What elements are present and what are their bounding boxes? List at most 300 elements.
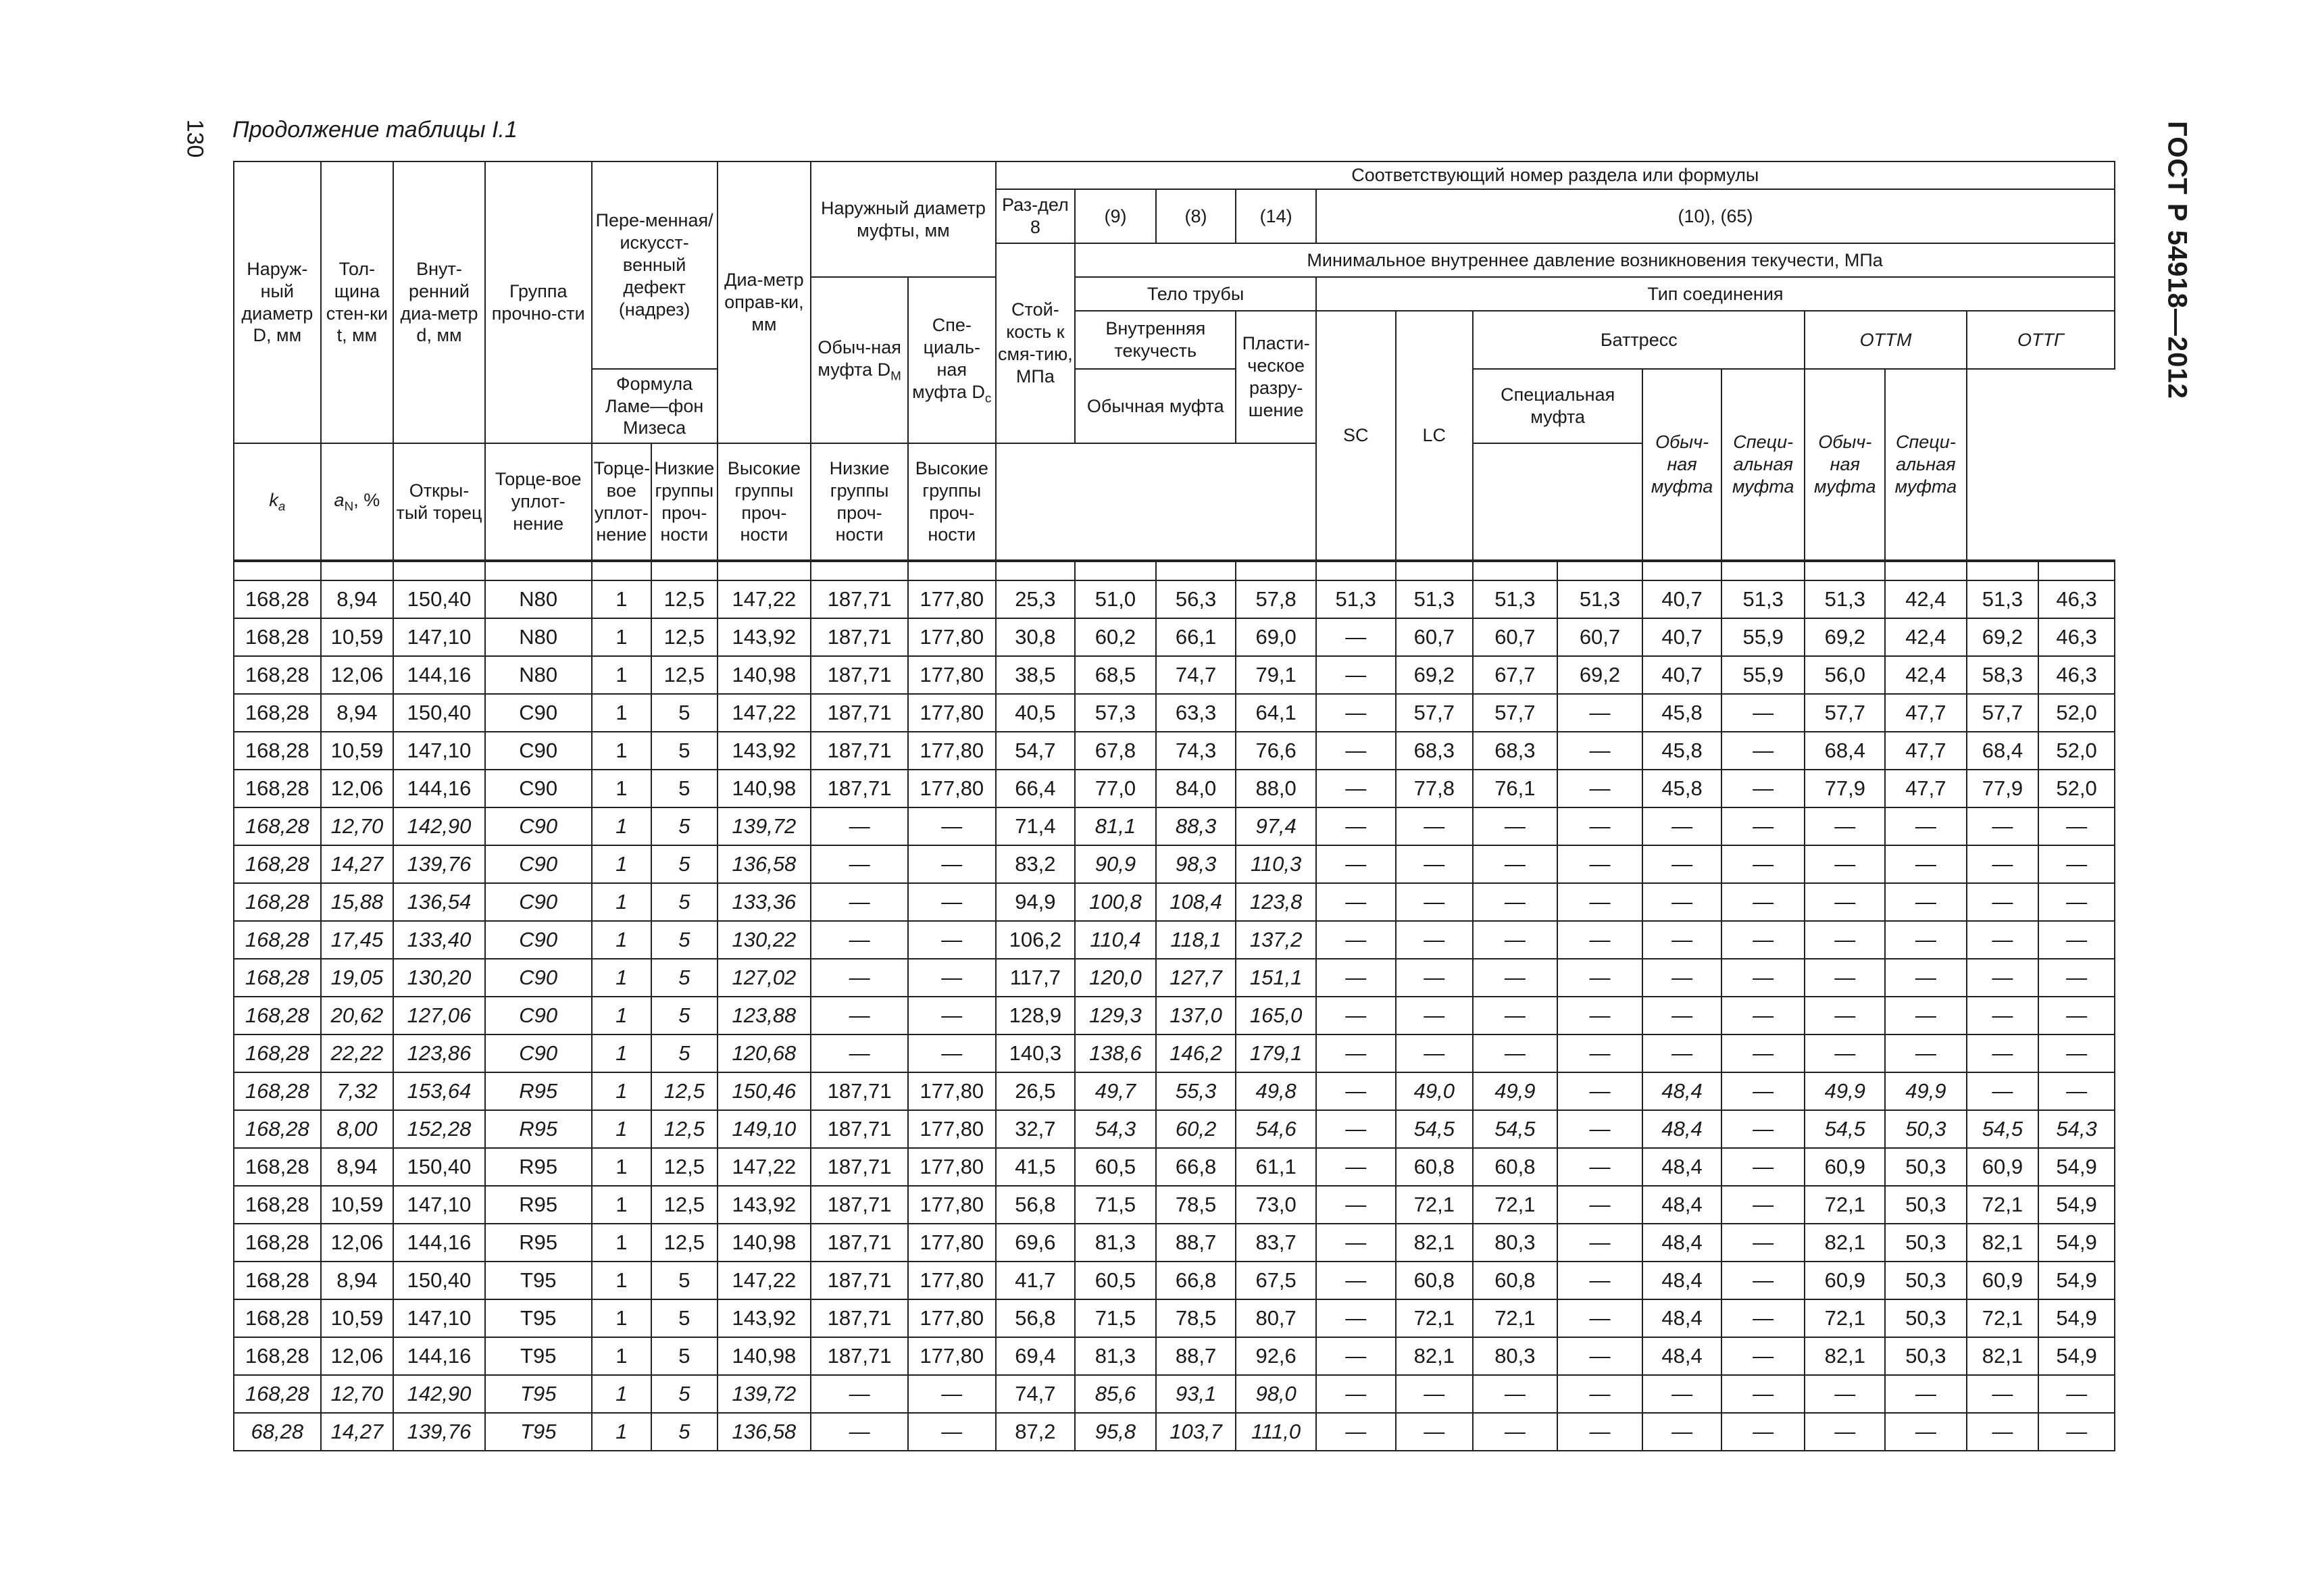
table-cell: 41,7 bbox=[996, 1262, 1076, 1299]
table-cell: 103,7 bbox=[1156, 1413, 1236, 1451]
table-cell: 147,10 bbox=[393, 1186, 485, 1224]
table-cell: 54,9 bbox=[2038, 1148, 2115, 1186]
table-cell: 12,06 bbox=[321, 1337, 394, 1375]
table-cell: 45,8 bbox=[1642, 732, 1721, 770]
header-ottm-special: Специ-альная муфта bbox=[1721, 369, 1805, 561]
table-cell: 133,36 bbox=[718, 883, 811, 921]
table-cell: 177,80 bbox=[908, 656, 996, 694]
table-cell: — bbox=[2038, 997, 2115, 1034]
header-formula-8: (8) bbox=[1156, 189, 1236, 243]
table-cell: 168,28 bbox=[234, 732, 321, 770]
table-cell: 95,8 bbox=[1075, 1413, 1156, 1451]
table-cell: 5 bbox=[651, 770, 718, 807]
table-cell: — bbox=[1967, 921, 2039, 959]
table-cell: — bbox=[1721, 1413, 1805, 1451]
table-cell: 137,2 bbox=[1236, 921, 1316, 959]
table-cell: 168,28 bbox=[234, 921, 321, 959]
table-cell: 50,3 bbox=[1885, 1262, 1967, 1299]
table-cell: 69,2 bbox=[1805, 618, 1885, 656]
table-cell: 94,9 bbox=[996, 883, 1076, 921]
table-cell: 51,3 bbox=[1805, 580, 1885, 618]
table-cell: 51,3 bbox=[1967, 580, 2039, 618]
table-cell: — bbox=[1316, 1224, 1396, 1262]
table-cell: 1 bbox=[592, 580, 651, 618]
table-cell: 147,22 bbox=[718, 580, 811, 618]
header-buttress-regular: Обычная муфта bbox=[1075, 369, 1236, 443]
table-cell: 72,1 bbox=[1805, 1186, 1885, 1224]
table-cell: 66,4 bbox=[996, 770, 1076, 807]
table-cell: 66,1 bbox=[1156, 618, 1236, 656]
table-cell: — bbox=[1316, 1262, 1396, 1299]
table-cell: 187,71 bbox=[811, 732, 908, 770]
table-cell: 47,7 bbox=[1885, 732, 1967, 770]
table-cell: 177,80 bbox=[908, 1299, 996, 1337]
table-cell: 1 bbox=[592, 1413, 651, 1451]
table-cell: — bbox=[1473, 921, 1557, 959]
table-cell: — bbox=[1557, 883, 1643, 921]
table-cell: — bbox=[1721, 1337, 1805, 1375]
table-cell: 5 bbox=[651, 959, 718, 997]
table-cell: — bbox=[1316, 997, 1396, 1034]
table-cell: 50,3 bbox=[1885, 1148, 1967, 1186]
table-cell: — bbox=[1642, 1413, 1721, 1451]
table-cell: — bbox=[1316, 1034, 1396, 1072]
table-cell: 12,5 bbox=[651, 656, 718, 694]
table-cell: — bbox=[908, 921, 996, 959]
table-cell: 1 bbox=[592, 807, 651, 845]
table-cell: 1 bbox=[592, 1262, 651, 1299]
table-cell: 81,3 bbox=[1075, 1224, 1156, 1262]
table-cell: — bbox=[908, 1375, 996, 1413]
table-cell: 76,1 bbox=[1473, 770, 1557, 807]
table-cell: — bbox=[1316, 921, 1396, 959]
table-cell: 147,22 bbox=[718, 1148, 811, 1186]
table-cell: — bbox=[1721, 1072, 1805, 1110]
table-cell: — bbox=[908, 807, 996, 845]
table-cell: 69,2 bbox=[1557, 656, 1643, 694]
table-cell: 82,1 bbox=[1396, 1337, 1474, 1375]
table-cell: — bbox=[1721, 1299, 1805, 1337]
table-cell: 60,9 bbox=[1967, 1148, 2039, 1186]
table-cell: 168,28 bbox=[234, 1148, 321, 1186]
table-cell: — bbox=[1642, 807, 1721, 845]
table-cell: 120,68 bbox=[718, 1034, 811, 1072]
table-cell: R95 bbox=[485, 1072, 592, 1110]
table-cell: — bbox=[1642, 921, 1721, 959]
table-cell: 136,54 bbox=[393, 883, 485, 921]
header-end-seal: Торце-вое уплот-нение bbox=[485, 443, 592, 561]
table-cell: — bbox=[2038, 845, 2115, 883]
table-cell: 54,6 bbox=[1236, 1110, 1316, 1148]
table-cell: 110,3 bbox=[1236, 845, 1316, 883]
table-cell: 88,7 bbox=[1156, 1224, 1236, 1262]
table-cell: 168,28 bbox=[234, 1110, 321, 1148]
table-cell: — bbox=[1885, 807, 1967, 845]
table-cell: 40,7 bbox=[1642, 618, 1721, 656]
table-cell: 10,59 bbox=[321, 1186, 394, 1224]
table-cell: 12,06 bbox=[321, 1224, 394, 1262]
table-cell: 8,94 bbox=[321, 580, 394, 618]
table-cell: 187,71 bbox=[811, 1299, 908, 1337]
table-cell: 98,0 bbox=[1236, 1375, 1316, 1413]
table-cell: 139,76 bbox=[393, 1413, 485, 1451]
table-cell: 72,1 bbox=[1805, 1299, 1885, 1337]
table-cell: 60,8 bbox=[1396, 1262, 1474, 1299]
table-cell: 10,59 bbox=[321, 1299, 394, 1337]
table-cell: 168,28 bbox=[234, 959, 321, 997]
table-cell: 47,7 bbox=[1885, 694, 1967, 732]
table-cell: 22,22 bbox=[321, 1034, 394, 1072]
table-cell: 168,28 bbox=[234, 997, 321, 1034]
table-cell: 54,9 bbox=[2038, 1262, 2115, 1299]
table-cell: 168,28 bbox=[234, 1224, 321, 1262]
table-cell: — bbox=[1721, 1110, 1805, 1148]
table-cell: 46,3 bbox=[2038, 656, 2115, 694]
table-cell: 60,8 bbox=[1473, 1148, 1557, 1186]
table-cell: 60,7 bbox=[1396, 618, 1474, 656]
table-cell: 42,4 bbox=[1885, 580, 1967, 618]
table-cell: — bbox=[908, 959, 996, 997]
table-cell: 60,2 bbox=[1075, 618, 1156, 656]
table-cell: 177,80 bbox=[908, 580, 996, 618]
table-cell: — bbox=[1805, 1034, 1885, 1072]
table-cell: 69,4 bbox=[996, 1337, 1076, 1375]
table-cell: — bbox=[1557, 1299, 1643, 1337]
table-cell: — bbox=[1642, 845, 1721, 883]
table-cell: — bbox=[1316, 883, 1396, 921]
table-row bbox=[234, 1299, 2115, 1337]
table-cell: — bbox=[1557, 694, 1643, 732]
table-cell: — bbox=[1885, 997, 1967, 1034]
header-special-coupling: Спе-циаль-ная муфта $D_с$ bbox=[908, 277, 996, 443]
header-plastic-end-seal: Торце-вое уплот-нение bbox=[592, 443, 651, 561]
table-cell: 72,1 bbox=[1396, 1186, 1474, 1224]
table-cell: — bbox=[1316, 618, 1396, 656]
table-cell: — bbox=[1885, 1034, 1967, 1072]
table-cell: 143,92 bbox=[718, 1186, 811, 1224]
table-cell: — bbox=[1316, 656, 1396, 694]
table-cell: — bbox=[1721, 921, 1805, 959]
table-cell: 187,71 bbox=[811, 1337, 908, 1375]
table-cell: 151,1 bbox=[1236, 959, 1316, 997]
table-cell: 168,28 bbox=[234, 1337, 321, 1375]
page-number: 130 bbox=[182, 119, 208, 158]
table-cell: — bbox=[1805, 807, 1885, 845]
table-cell: 128,9 bbox=[996, 997, 1076, 1034]
table-cell: 40,7 bbox=[1642, 580, 1721, 618]
table-cell: — bbox=[2038, 959, 2115, 997]
table-cell: — bbox=[1967, 1034, 2039, 1072]
header-defect: Пере-менная/ искусст-венный дефект (надрез) bbox=[592, 161, 718, 369]
table-cell: — bbox=[1396, 807, 1474, 845]
table-cell: 90,9 bbox=[1075, 845, 1156, 883]
table-cell: — bbox=[1396, 921, 1474, 959]
table-cell: 46,3 bbox=[2038, 580, 2115, 618]
table-cell: T95 bbox=[485, 1262, 592, 1299]
table-cell: 168,28 bbox=[234, 807, 321, 845]
table-cell: 150,40 bbox=[393, 580, 485, 618]
table-cell: — bbox=[811, 1034, 908, 1072]
table-cell: — bbox=[1805, 845, 1885, 883]
table-cell: 177,80 bbox=[908, 1186, 996, 1224]
table-cell: 144,16 bbox=[393, 656, 485, 694]
header-ottm-regular: Обыч-ная муфта bbox=[1642, 369, 1721, 561]
table-cell: — bbox=[1473, 1034, 1557, 1072]
table-row bbox=[234, 1034, 2115, 1072]
table-cell: 14,27 bbox=[321, 1413, 394, 1451]
table-cell: 47,7 bbox=[1885, 770, 1967, 807]
table-row bbox=[234, 1148, 2115, 1186]
table-row bbox=[234, 845, 2115, 883]
table-cell: 140,98 bbox=[718, 656, 811, 694]
header-section8: Раз-дел 8 bbox=[996, 189, 1076, 243]
header-buttress: Баттресс bbox=[1473, 311, 1805, 369]
table-cell: 187,71 bbox=[811, 1148, 908, 1186]
table-cell: 52,0 bbox=[2038, 732, 2115, 770]
table-cell: 69,0 bbox=[1236, 618, 1316, 656]
table-cell: 51,0 bbox=[1075, 580, 1156, 618]
table-cell: 5 bbox=[651, 732, 718, 770]
table-cell: 177,80 bbox=[908, 1224, 996, 1262]
table-cell: — bbox=[1642, 1375, 1721, 1413]
table-cell: 54,5 bbox=[1396, 1110, 1474, 1148]
table-row bbox=[234, 1186, 2115, 1224]
table-cell: 57,7 bbox=[1967, 694, 2039, 732]
table-cell: 57,8 bbox=[1236, 580, 1316, 618]
table-cell: 88,0 bbox=[1236, 770, 1316, 807]
table-cell: 118,1 bbox=[1156, 921, 1236, 959]
table-cell: 60,5 bbox=[1075, 1148, 1156, 1186]
table-cell: 57,7 bbox=[1473, 694, 1557, 732]
table-cell: 30,8 bbox=[996, 618, 1076, 656]
table-cell: 68,5 bbox=[1075, 656, 1156, 694]
table-cell: 146,2 bbox=[1156, 1034, 1236, 1072]
table-cell: — bbox=[1316, 694, 1396, 732]
table-cell: — bbox=[1721, 1262, 1805, 1299]
table-cell: 60,9 bbox=[1967, 1262, 2039, 1299]
table-cell: 123,8 bbox=[1236, 883, 1316, 921]
header-formula-14: (14) bbox=[1236, 189, 1316, 243]
table-cell: 48,4 bbox=[1642, 1072, 1721, 1110]
table-cell: — bbox=[1396, 883, 1474, 921]
table-cell: 168,28 bbox=[234, 580, 321, 618]
table-cell: 177,80 bbox=[908, 618, 996, 656]
table-cell: 168,28 bbox=[234, 656, 321, 694]
table-cell: 82,1 bbox=[1967, 1224, 2039, 1262]
header-min-internal-pressure: Минимальное внутреннее давление возникновения текучести, МПа bbox=[1075, 243, 2115, 277]
table-cell: — bbox=[908, 845, 996, 883]
table-cell: 177,80 bbox=[908, 732, 996, 770]
table-cell: 84,0 bbox=[1156, 770, 1236, 807]
table-cell: 177,80 bbox=[908, 1110, 996, 1148]
table-cell: — bbox=[1885, 921, 1967, 959]
table-cell: 1 bbox=[592, 1148, 651, 1186]
table-cell: — bbox=[1557, 807, 1643, 845]
table-cell: 144,16 bbox=[393, 770, 485, 807]
table-cell: — bbox=[1557, 997, 1643, 1034]
table-row bbox=[234, 997, 2115, 1034]
table-cell: 45,8 bbox=[1642, 770, 1721, 807]
table-row bbox=[234, 770, 2115, 807]
table-cell: 1 bbox=[592, 997, 651, 1034]
table-row bbox=[234, 1110, 2115, 1148]
table-cell: — bbox=[1396, 1034, 1474, 1072]
table-cell: 54,5 bbox=[1805, 1110, 1885, 1148]
table-row bbox=[234, 656, 2115, 694]
table-cell: 71,4 bbox=[996, 807, 1076, 845]
table-cell: 60,2 bbox=[1156, 1110, 1236, 1148]
table-body bbox=[234, 561, 2115, 1451]
table-cell: 42,4 bbox=[1885, 618, 1967, 656]
table-cell: — bbox=[1721, 845, 1805, 883]
table-cell: — bbox=[1885, 959, 1967, 997]
table-cell: — bbox=[1721, 694, 1805, 732]
table-cell: — bbox=[1967, 883, 2039, 921]
table-cell: 19,05 bbox=[321, 959, 394, 997]
table-cell: 51,3 bbox=[1316, 580, 1396, 618]
table-row bbox=[234, 618, 2115, 656]
table-cell: 8,94 bbox=[321, 1148, 394, 1186]
table-cell: 80,7 bbox=[1236, 1299, 1316, 1337]
table-cell: C90 bbox=[485, 997, 592, 1034]
table-cell: 100,8 bbox=[1075, 883, 1156, 921]
table-cell: 15,88 bbox=[321, 883, 394, 921]
table-cell: 177,80 bbox=[908, 1337, 996, 1375]
table-cell: 56,3 bbox=[1156, 580, 1236, 618]
table-cell: 7,32 bbox=[321, 1072, 394, 1110]
table-cell: 60,7 bbox=[1557, 618, 1643, 656]
table-cell: 139,76 bbox=[393, 845, 485, 883]
table-cell: — bbox=[1721, 807, 1805, 845]
table-cell: 48,4 bbox=[1642, 1148, 1721, 1186]
table-cell: — bbox=[1885, 1413, 1967, 1451]
header-ottg: ОТТГ bbox=[1967, 311, 2115, 369]
table-cell: — bbox=[1316, 1337, 1396, 1375]
table-cell: 38,5 bbox=[996, 656, 1076, 694]
table-cell: 20,62 bbox=[321, 997, 394, 1034]
table-cell: C90 bbox=[485, 1034, 592, 1072]
table-cell: 72,1 bbox=[1473, 1186, 1557, 1224]
table-cell: 17,45 bbox=[321, 921, 394, 959]
table-cell: 127,7 bbox=[1156, 959, 1236, 997]
table-cell: 1 bbox=[592, 883, 651, 921]
table-cell: 12,70 bbox=[321, 807, 394, 845]
table-cell: — bbox=[1805, 959, 1885, 997]
table-cell: — bbox=[811, 959, 908, 997]
pipe-strength-table bbox=[233, 161, 2115, 1451]
table-cell: 46,3 bbox=[2038, 618, 2115, 656]
table-cell: 48,4 bbox=[1642, 1299, 1721, 1337]
table-cell: 49,7 bbox=[1075, 1072, 1156, 1110]
header-an: $a_N$, % bbox=[321, 443, 394, 561]
table-cell: — bbox=[2038, 807, 2115, 845]
table-cell: 123,88 bbox=[718, 997, 811, 1034]
table-cell: 5 bbox=[651, 845, 718, 883]
table-cell: — bbox=[811, 845, 908, 883]
table-cell: 64,1 bbox=[1236, 694, 1316, 732]
table-cell: 45,8 bbox=[1642, 694, 1721, 732]
table-cell: 1 bbox=[592, 1375, 651, 1413]
table-cell: 58,3 bbox=[1967, 656, 2039, 694]
table-cell: 147,22 bbox=[718, 694, 811, 732]
table-cell: 108,4 bbox=[1156, 883, 1236, 921]
table-cell: — bbox=[1721, 997, 1805, 1034]
table-cell: 82,1 bbox=[1805, 1337, 1885, 1375]
table-cell: N80 bbox=[485, 656, 592, 694]
table-cell: — bbox=[1316, 845, 1396, 883]
table-cell: — bbox=[1316, 1072, 1396, 1110]
table-cell: 8,00 bbox=[321, 1110, 394, 1148]
table-cell: — bbox=[811, 921, 908, 959]
table-cell: 5 bbox=[651, 1034, 718, 1072]
table-cell: C90 bbox=[485, 845, 592, 883]
table-cell: C90 bbox=[485, 959, 592, 997]
table-cell: 1 bbox=[592, 921, 651, 959]
table-cell: 81,1 bbox=[1075, 807, 1156, 845]
table-cell: — bbox=[1473, 997, 1557, 1034]
table-cell: — bbox=[1557, 921, 1643, 959]
table-cell: 12,5 bbox=[651, 1110, 718, 1148]
table-cell: 5 bbox=[651, 997, 718, 1034]
table-cell: — bbox=[1557, 732, 1643, 770]
table-cell: 67,8 bbox=[1075, 732, 1156, 770]
table-cell: — bbox=[1721, 732, 1805, 770]
table-cell: 1 bbox=[592, 1224, 651, 1262]
header-open-end: Откры-тый торец bbox=[393, 443, 485, 561]
table-cell: 60,7 bbox=[1473, 618, 1557, 656]
table-cell: — bbox=[1316, 770, 1396, 807]
table-cell: 153,64 bbox=[393, 1072, 485, 1110]
table-cell: 73,0 bbox=[1236, 1186, 1316, 1224]
table-cell: 12,5 bbox=[651, 618, 718, 656]
table-cell: 40,7 bbox=[1642, 656, 1721, 694]
table-cell: 150,40 bbox=[393, 694, 485, 732]
table-cell: 130,22 bbox=[718, 921, 811, 959]
table-cell: 187,71 bbox=[811, 1224, 908, 1262]
table-cell: 187,71 bbox=[811, 694, 908, 732]
header-pipe-body: Тело трубы bbox=[1075, 277, 1316, 311]
table-cell: 50,3 bbox=[1885, 1110, 1967, 1148]
table-cell: 83,7 bbox=[1236, 1224, 1316, 1262]
table-cell: — bbox=[2038, 883, 2115, 921]
table-cell: 1 bbox=[592, 1072, 651, 1110]
table-cell: — bbox=[1473, 883, 1557, 921]
table-cell: — bbox=[1316, 959, 1396, 997]
table-cell: 51,3 bbox=[1557, 580, 1643, 618]
table-cell: R95 bbox=[485, 1224, 592, 1262]
table-cell: 50,3 bbox=[1885, 1186, 1967, 1224]
table-cell: — bbox=[1396, 1413, 1474, 1451]
header-section-formula: Соответствующий номер раздела или формулы bbox=[996, 161, 2115, 189]
standard-title: ГОСТ Р 54918—2012 bbox=[2162, 121, 2192, 399]
table-cell: 66,8 bbox=[1156, 1148, 1236, 1186]
table-cell: 60,8 bbox=[1396, 1148, 1474, 1186]
table-cell: 177,80 bbox=[908, 1072, 996, 1110]
table-cell: 55,3 bbox=[1156, 1072, 1236, 1110]
table-cell: 142,90 bbox=[393, 1375, 485, 1413]
table-cell: 49,8 bbox=[1236, 1072, 1316, 1110]
table-cell: 1 bbox=[592, 732, 651, 770]
table-cell: 12,06 bbox=[321, 656, 394, 694]
table-cell: — bbox=[2038, 921, 2115, 959]
table-cell: — bbox=[1557, 1262, 1643, 1299]
table-cell: 123,86 bbox=[393, 1034, 485, 1072]
table-cell: 10,59 bbox=[321, 732, 394, 770]
table-cell: T95 bbox=[485, 1375, 592, 1413]
table-cell: 97,4 bbox=[1236, 807, 1316, 845]
table-cell: — bbox=[1805, 997, 1885, 1034]
table-cell: 168,28 bbox=[234, 1299, 321, 1337]
